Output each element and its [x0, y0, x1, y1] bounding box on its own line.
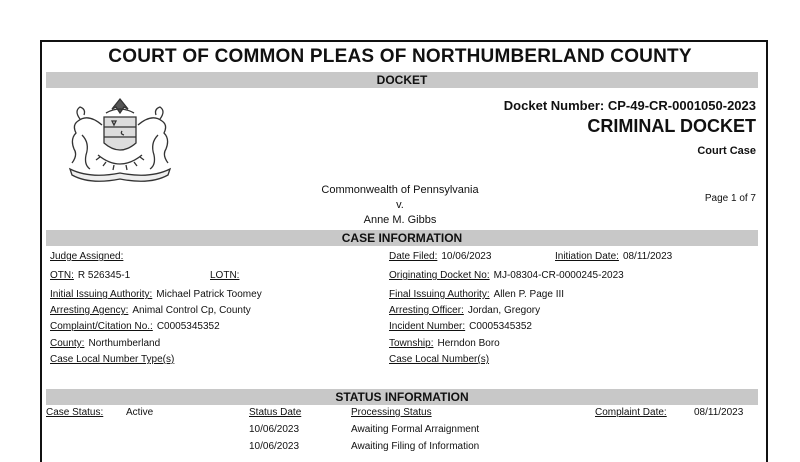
township-field: [389, 338, 500, 349]
judge-assigned-field: [50, 251, 127, 262]
incident-number-label: Incident Number:: [389, 321, 466, 332]
initial-authority-label: Initial Issuing Authority:: [50, 289, 153, 300]
arresting-agency-value: Animal Control Cp, County: [132, 305, 251, 316]
docket-number: CP-49-CR-0001050-2023: [607, 98, 756, 113]
status-row-status: Awaiting Filing of Information: [351, 441, 480, 452]
status-row-date: 10/06/2023: [249, 424, 300, 435]
initiation-date-value: 08/11/2023: [622, 251, 673, 262]
date-filed-value: 10/06/2023: [441, 251, 492, 262]
page-indicator: Page 1 of 7: [704, 193, 756, 204]
plaintiff: Commonwealth of Pennsylvania: [321, 184, 479, 196]
court-title: COURT OF COMMON PLEAS OF NORTHUMBERLAND COUNTY: [108, 46, 692, 67]
status-information-bar: STATUS INFORMATION: [46, 389, 758, 405]
initial-authority-field: [50, 289, 262, 300]
complaint-no-field: [50, 321, 220, 332]
otn-value: R 526345-1: [77, 270, 131, 281]
case-status-value: Active: [126, 407, 154, 418]
originating-docket-field: [389, 270, 624, 281]
case-status-label: Case Status:: [46, 407, 104, 418]
originating-docket-value: MJ-08304-CR-0000245-2023: [493, 270, 624, 281]
incident-number-value: C0005345352: [469, 321, 532, 332]
county-field: [50, 338, 160, 349]
complaint-no-value: C0005345352: [156, 321, 220, 332]
county-value: Northumberland: [88, 338, 161, 349]
case-information-bar: CASE INFORMATION: [46, 230, 758, 246]
local-number-type-label: Case Local Number Type(s): [50, 354, 175, 365]
final-authority-value: Allen P. Page III: [493, 289, 565, 300]
arresting-officer-value: Jordan, Gregory: [467, 305, 541, 316]
otn-label: OTN:: [50, 270, 74, 281]
judge-assigned-label: Judge Assigned:: [50, 251, 124, 262]
defendant: Anne M. Gibbs: [363, 214, 437, 226]
docket-number-line: [504, 98, 756, 113]
otn-field: [50, 270, 130, 281]
pennsylvania-coat-of-arms-icon: [50, 95, 190, 183]
township-value: Herndon Boro: [437, 338, 500, 349]
date-filed-field: [389, 251, 491, 262]
arresting-officer-label: Arresting Officer:: [389, 305, 464, 316]
final-authority-field: [389, 289, 564, 300]
county-label: County:: [50, 338, 85, 349]
initiation-date-label: Initiation Date:: [555, 251, 619, 262]
arresting-officer-field: [389, 305, 540, 316]
date-filed-label: Date Filed:: [389, 251, 438, 262]
lotn-field: [210, 270, 243, 281]
status-row-status: Awaiting Formal Arraignment: [351, 424, 480, 435]
local-number-type-field: [50, 354, 174, 365]
processing-status-header: Processing Status: [351, 407, 432, 418]
status-row-date: 10/06/2023: [249, 441, 300, 452]
initiation-date-field: [555, 251, 672, 262]
docket-number-label: Docket Number:: [503, 98, 605, 113]
lotn-label: LOTN:: [210, 270, 240, 281]
complaint-date-label: Complaint Date:: [595, 407, 667, 418]
docket-type: CRIMINAL DOCKET: [587, 116, 756, 136]
complaint-no-label: Complaint/Citation No.:: [50, 321, 153, 332]
arresting-agency-field: [50, 305, 251, 316]
initial-authority-value: Michael Patrick Toomey: [156, 289, 262, 300]
status-date-header: Status Date: [249, 407, 302, 418]
case-kind: Court Case: [697, 145, 756, 157]
docket-bar: DOCKET: [46, 72, 758, 88]
township-label: Township:: [389, 338, 434, 349]
arresting-agency-label: Arresting Agency:: [50, 305, 129, 316]
local-numbers-field: [389, 354, 489, 365]
versus: v.: [396, 199, 404, 211]
incident-number-field: [389, 321, 532, 332]
local-numbers-label: Case Local Number(s): [389, 354, 490, 365]
complaint-date-value: 08/11/2023: [694, 407, 744, 418]
final-authority-label: Final Issuing Authority:: [389, 289, 490, 300]
originating-docket-label: Originating Docket No:: [389, 270, 490, 281]
